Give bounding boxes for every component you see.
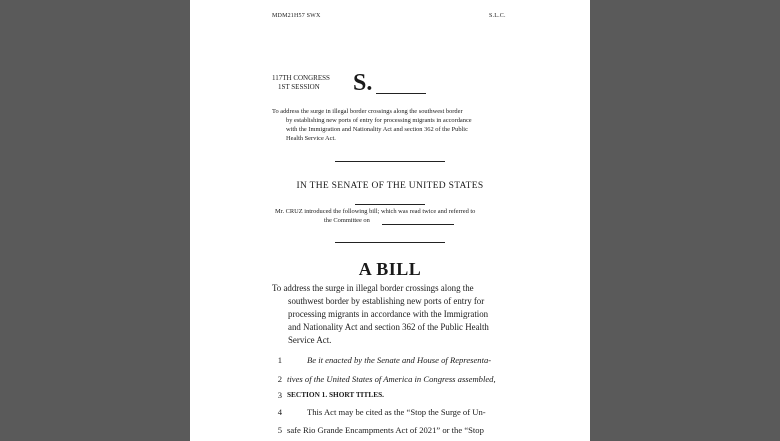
draft-id: MDM21H57 SWX [272,13,321,19]
bill-title: A BILL [358,259,422,279]
purpose-line: and Nationality Act and section 362 of the Public Health [288,322,489,332]
introduction-line: Mr. CRUZ introduced the following bill; which was read twice and referred to [275,208,476,215]
short-description-line: by establishing new ports of entry for processing migrants in accordance [286,117,472,124]
enacting-clause-line: Be it enacted by the Senate and House of Representa- [307,355,492,365]
line-number: 3 [277,390,282,400]
short-rule [355,204,425,205]
session-line: 1ST SESSION [278,83,320,91]
purpose-line: Service Act. [288,335,332,345]
body-line: This Act may be cited as the “Stop the Surge of Un- [307,407,486,417]
purpose-line: processing migrants in accordance with the Immigration [288,309,489,319]
purpose-line: southwest border by establishing new ports of entry for [288,296,485,306]
chamber-heading: IN THE SENATE OF THE UNITED STATES [296,181,484,191]
short-description-line: To address the surge in illegal border crossings along the southwest border [272,108,463,115]
line-number: 4 [277,407,282,417]
line-number: 5 [277,425,282,435]
purpose-line: To address the surge in illegal border crossings along the [272,283,474,293]
committee-blank [382,224,454,225]
short-description-line: with the Immigration and Nationality Act and section 362 of the Public [286,126,468,133]
divider-rule [335,161,445,162]
line-number: 2 [277,374,282,384]
bill-number-blank [376,93,426,94]
office-code: S.L.C. [489,13,506,19]
introduction-line: the Committee on [324,217,370,224]
short-description-line: Health Service Act. [286,135,336,142]
body-line: safe Rio Grande Encampments Act of 2021” or the “Stop [287,425,484,435]
bill-prefix: S. [353,70,373,96]
enacting-clause-line: tives of the United States of America in Congress assembled, [287,374,496,384]
divider-rule [335,242,445,243]
congress-line: 117TH CONGRESS [272,74,330,82]
section-heading: SECTION 1. SHORT TITLES. [287,390,385,399]
line-number: 1 [277,355,282,365]
bill-page [190,0,590,441]
